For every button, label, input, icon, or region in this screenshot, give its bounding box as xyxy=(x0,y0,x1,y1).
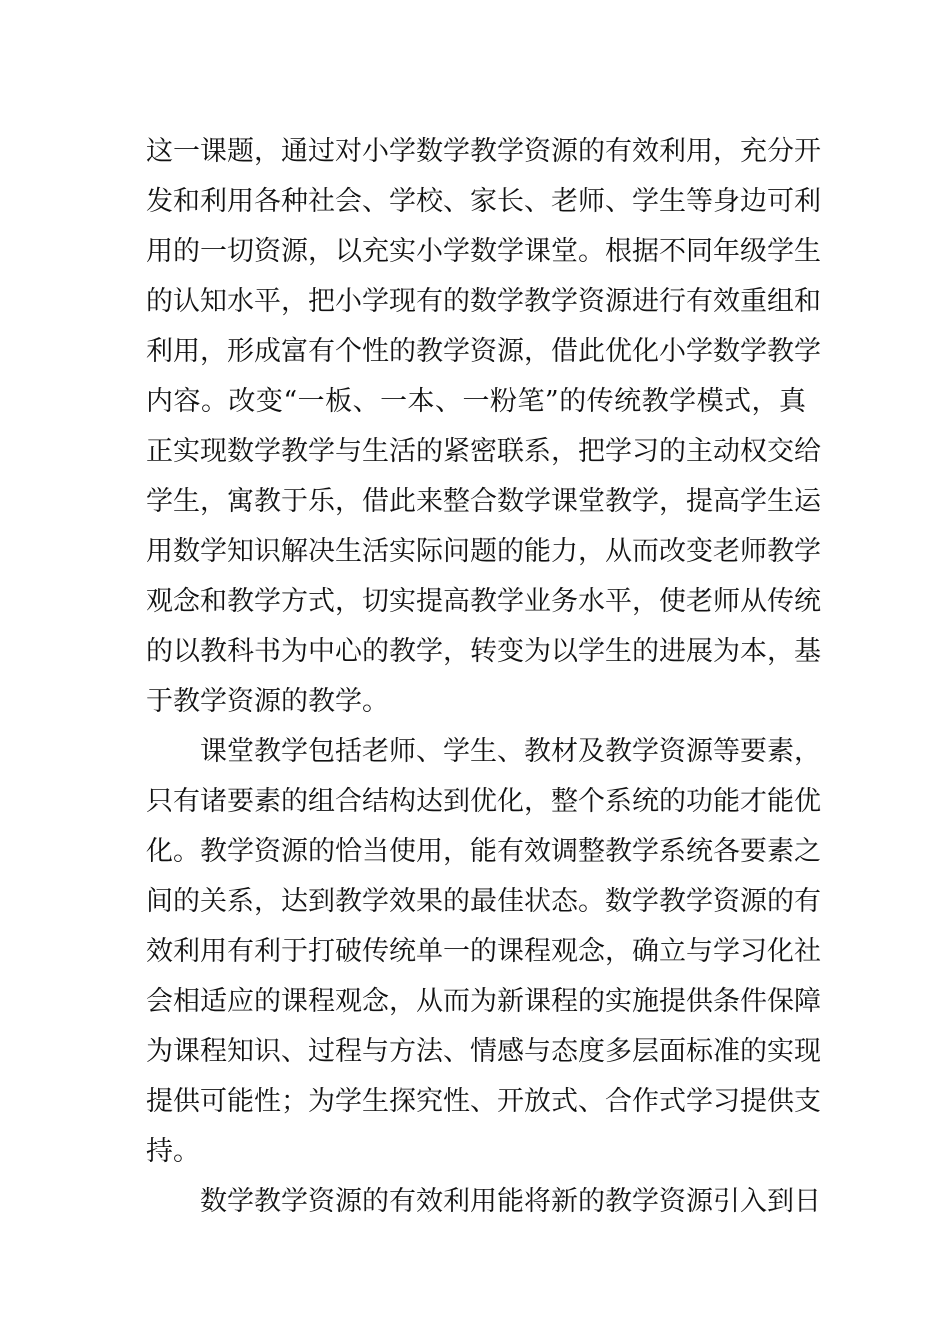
text-line: 利用，形成富有个性的教学资源，借此优化小学数学教学 xyxy=(146,336,821,367)
text-line: 只有诸要素的组合结构达到优化，整个系统的功能才能优 xyxy=(146,786,821,817)
text-line: 效利用有利于打破传统单一的课程观念，确立与学习化社 xyxy=(146,936,821,967)
text-line: 的认知水平，把小学现有的数学教学资源进行有效重组和 xyxy=(146,286,821,317)
paragraph-1 xyxy=(146,127,821,727)
text-line: 课堂教学包括老师、学生、教材及教学资源等要素， xyxy=(200,736,821,767)
text-line: 会相适应的课程观念，从而为新课程的实施提供条件保障 xyxy=(146,986,821,1017)
text-line: 的以教科书为中心的教学，转变为以学生的进展为本，基 xyxy=(146,636,821,667)
text-line: 提供可能性；为学生探究性、开放式、合作式学习提供支 xyxy=(146,1086,821,1117)
text-line: 用的一切资源，以充实小学数学课堂。根据不同年级学生 xyxy=(146,236,821,267)
document-body xyxy=(146,127,821,1227)
text-line: 持。 xyxy=(146,1136,200,1167)
text-line: 化。教学资源的恰当使用，能有效调整教学系统各要素之 xyxy=(146,836,821,867)
text-line: 为课程知识、过程与方法、情感与态度多层面标准的实现 xyxy=(146,1036,821,1067)
text-line: 发和利用各种社会、学校、家长、老师、学生等身边可利 xyxy=(146,186,821,217)
text-line: 用数学知识解决生活实际问题的能力，从而改变老师教学 xyxy=(146,536,821,567)
text-line: 内容。改变“一板、一本、一粉笔”的传统教学模式，真 xyxy=(146,386,806,417)
text-line: 观念和教学方式，切实提高教学业务水平，使老师从传统 xyxy=(146,586,821,617)
text-line: 正实现数学教学与生活的紧密联系，把学习的主动权交给 xyxy=(146,436,821,467)
text-line: 数学教学资源的有效利用能将新的教学资源引入到日 xyxy=(200,1186,821,1217)
text-line: 学生，寓教于乐，借此来整合数学课堂教学，提高学生运 xyxy=(146,486,821,517)
paragraph-3 xyxy=(146,1177,821,1227)
text-line: 间的关系，达到教学效果的最佳状态。数学教学资源的有 xyxy=(146,886,821,917)
text-line: 于教学资源的教学。 xyxy=(146,686,389,717)
paragraph-2 xyxy=(146,727,821,1177)
text-line: 这一课题，通过对小学数学教学资源的有效利用，充分开 xyxy=(146,136,821,167)
